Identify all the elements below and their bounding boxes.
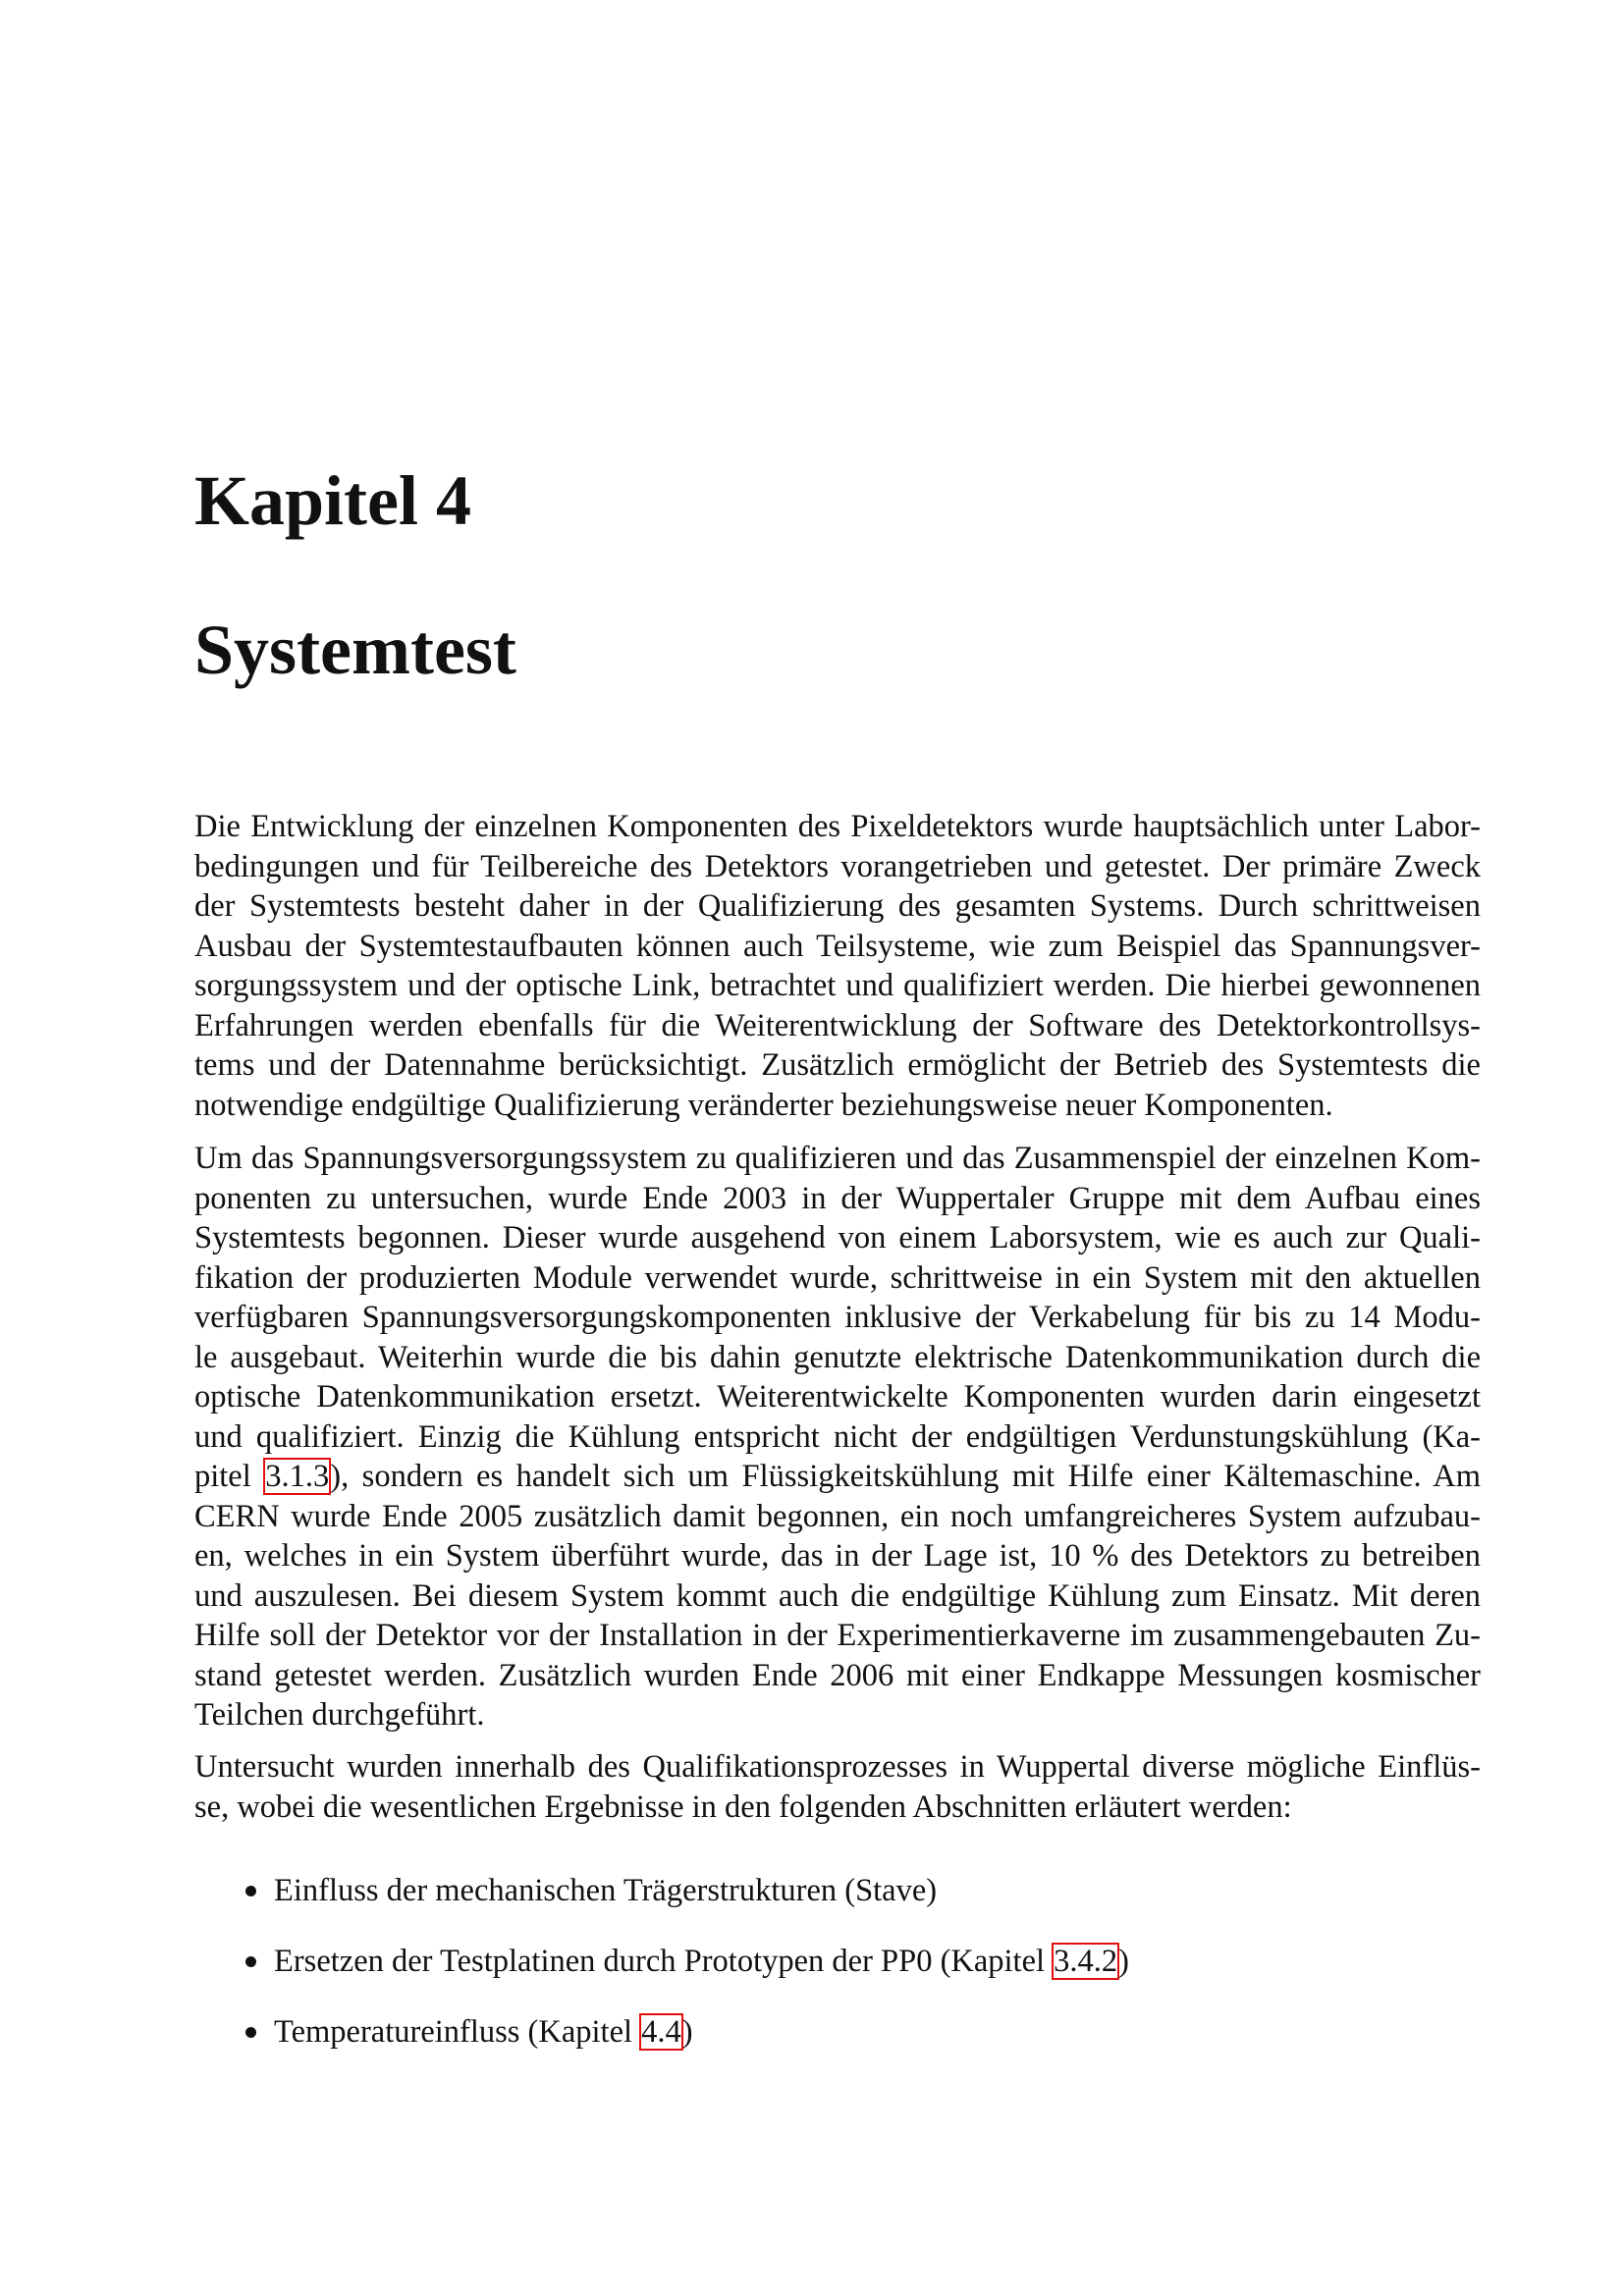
text-line: sorgungssystem und der optische Link, betrachtet und qualifiziert werden. Die hierbei gewonnenen [194,968,1481,1003]
text-line: en, welches in ein System überführt wurde, das in der Lage ist, 10 % des Detektors zu betreiben [194,1538,1481,1574]
text-line: CERN wurde Ende 2005 zusätzlich damit begonnen, ein noch umfangreicheres System aufzubau- [194,1498,1481,1534]
text-line: und auszulesen. Bei diesem System kommt auch die endgültige Kühlung zum Einsatz. Mit deren [194,1577,1481,1614]
text-line: Untersucht wurden innerhalb des Qualifikationsprozesses in Wuppertal diverse mögliche Einflüs- [194,1749,1481,1785]
text-line: Teilchen durchgeführt. [194,1697,485,1733]
text-line: bedingungen und für Teilbereiche des Detektors vorangetrieben und getestet. Der primäre Zweck [194,848,1481,884]
text-segment: ), sondern es handelt sich um Flüssigkeitskühlung mit Hilfe einer Kältemaschine. Am [330,1459,1482,1494]
text-line: Um das Spannungsversorgungssystem zu qualifizieren und das Zusammenspiel der einzelnen Kom- [194,1141,1481,1176]
text-line: der Systemtests besteht daher in der Qualifizierung des gesamten Systems. Durch schrittweisen [194,888,1481,924]
list-item [245,1942,1129,1982]
text-segment: ) [681,2014,693,2050]
text-segment: ) [1118,1944,1129,1979]
chapter-title: Systemtest [194,611,516,689]
bullet-icon [245,2027,256,2038]
text-line: verfügbaren Spannungsversorgungskomponenten inklusive der Verkabelung für bis zu 14 Modu- [194,1300,1481,1335]
paragraph-history [194,1139,1481,1735]
cross-reference-link[interactable]: 3.1.3 [265,1459,330,1494]
list-item [245,2012,693,2053]
bullet-icon [245,1886,256,1896]
text-line: Systemtests begonnen. Dieser wurde ausgehend von einem Laborsystem, wie es auch zur Quali- [194,1220,1481,1255]
bullet-icon [245,1956,256,1967]
text-line: fikation der produzierten Module verwendet wurde, schrittweise in ein System mit den aktuellen [194,1259,1481,1296]
text-line: Die Entwicklung der einzelnen Komponenten des Pixeldetektors wurde hauptsächlich unter Labor- [194,809,1481,844]
text-segment: Ersetzen der Testplatinen durch Prototypen der PP0 (Kapitel [274,1944,1054,1979]
text-line: Hilfe soll der Detektor vor der Installation in der Experimentierkaverne im zusammengebauten Zu- [194,1618,1481,1653]
text-line: und qualifiziert. Einzig die Kühlung entspricht nicht der endgültigen Verdunstungskühlung (Ka- [194,1418,1481,1455]
text-segment: pitel [194,1459,265,1494]
text-segment: Einfluss der mechanischen Trägerstrukturen (Stave) [274,1873,938,1908]
paragraph-intro [194,807,1481,1125]
text-line: Erfahrungen werden ebenfalls für die Weiterentwicklung der Software des Detektorkontrollsys- [194,1007,1481,1043]
text-line: tems und der Datennahme berücksichtigt. Zusätzlich ermöglicht der Betrieb des Systemtests die [194,1047,1481,1083]
cross-reference-link[interactable]: 4.4 [641,2014,681,2050]
text-line: le ausgebaut. Weiterhin wurde die bis dahin genutzte elektrische Datenkommunikation durch die [194,1339,1481,1375]
paragraph-overview [194,1747,1481,1827]
text-line: ponenten zu untersuchen, wurde Ende 2003 in der Wuppertaler Gruppe mit dem Aufbau eines [194,1180,1481,1216]
text-line [194,1457,1481,1497]
text-line: notwendige endgültige Qualifizierung veränderter beziehungsweise neuer Komponenten. [194,1087,1333,1123]
chapter-label: Kapitel 4 [194,461,471,540]
text-line: Ausbau der Systemtestaufbauten können auch Teilsysteme, wie zum Beispiel das Spannungsver- [194,928,1481,964]
text-segment: Temperatureinfluss (Kapitel [274,2014,641,2050]
cross-reference-link[interactable]: 3.4.2 [1054,1944,1118,1979]
text-line: stand getestet werden. Zusätzlich wurden Ende 2006 mit einer Endkappe Messungen kosmischer [194,1657,1481,1693]
list-item [245,1871,937,1911]
text-line: optische Datenkommunikation ersetzt. Weiterentwickelte Komponenten wurden darin eingesetzt [194,1379,1481,1415]
text-line: se, wobei die wesentlichen Ergebnisse in den folgenden Abschnitten erläutert werden: [194,1789,1292,1825]
